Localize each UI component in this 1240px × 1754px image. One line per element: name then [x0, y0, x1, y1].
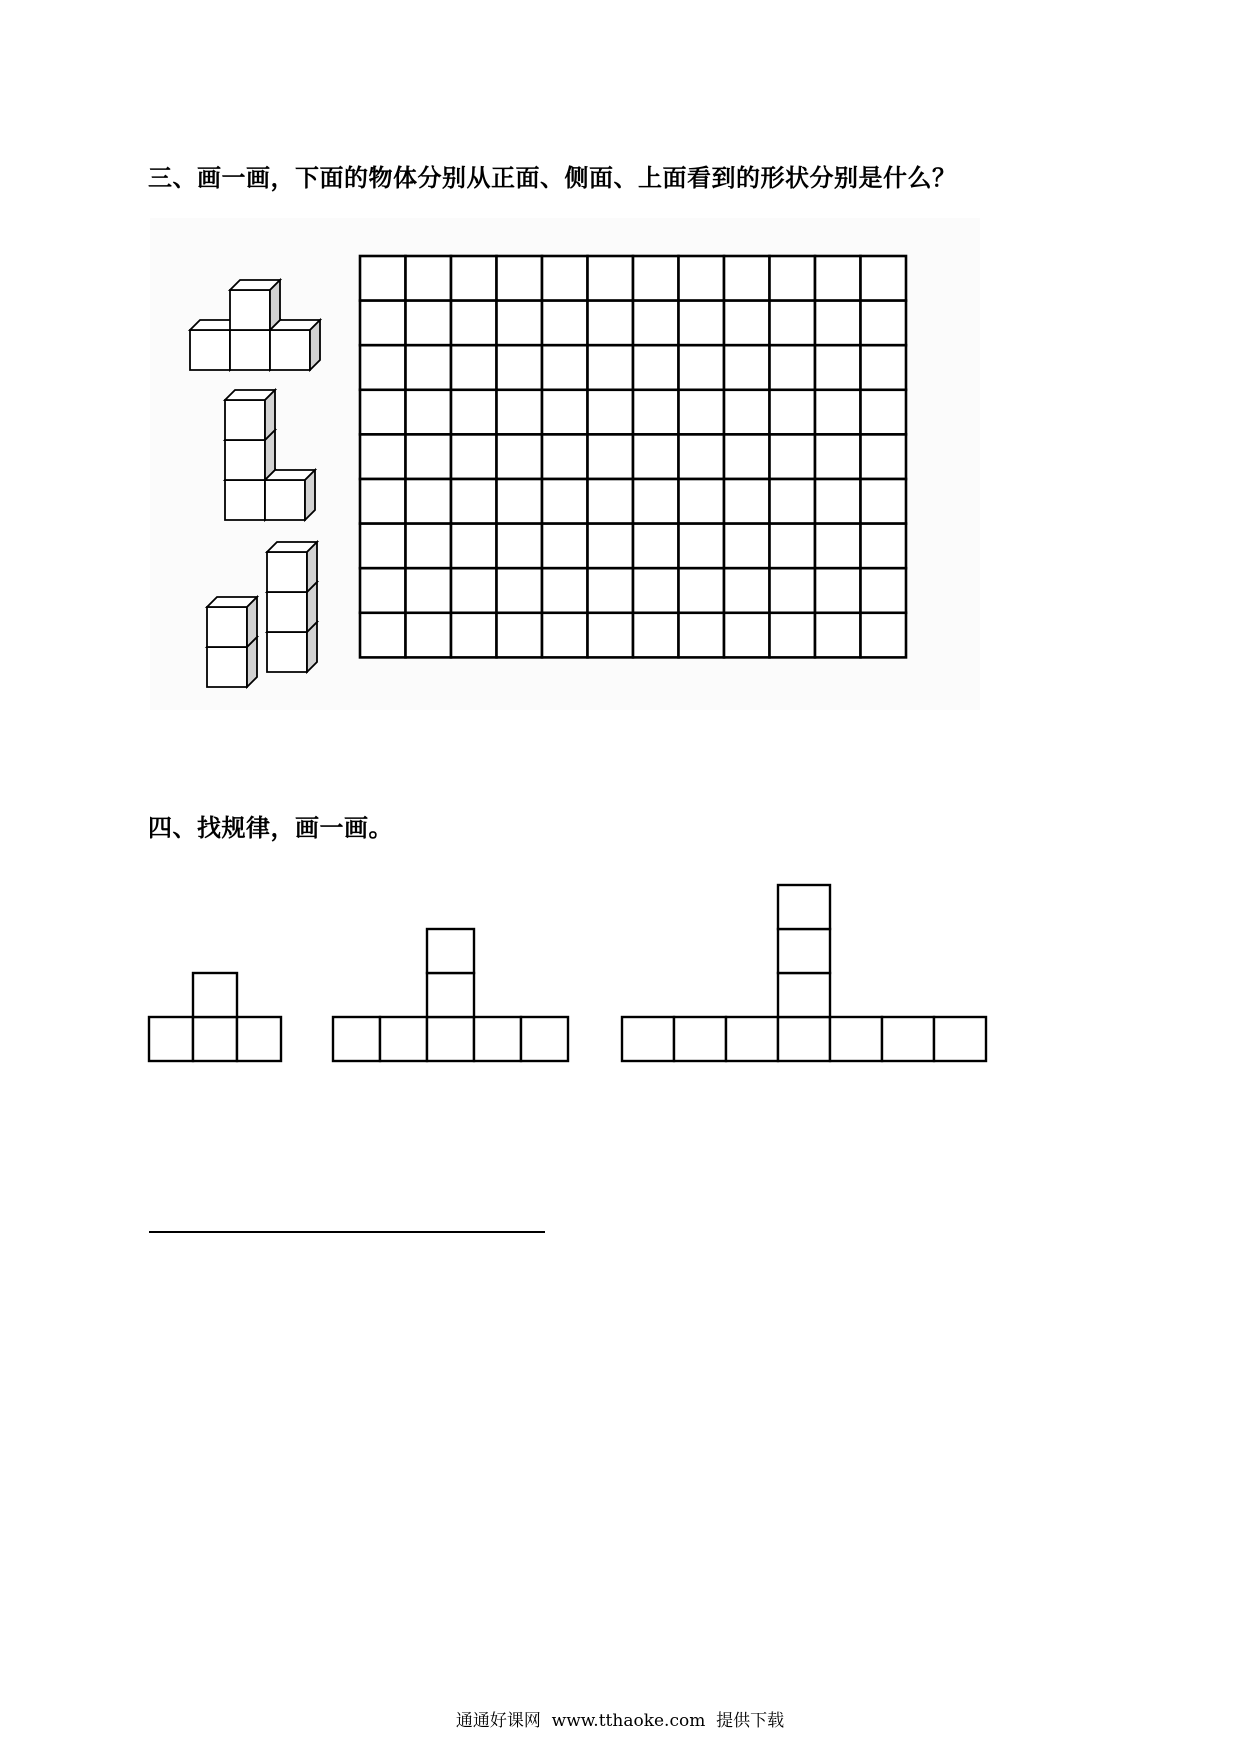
grid-cell[interactable] [542, 568, 588, 613]
pattern-square [427, 929, 474, 973]
grid-cell[interactable] [770, 613, 816, 658]
grid-cell[interactable] [679, 256, 725, 301]
pattern-square [427, 973, 474, 1017]
grid-cell[interactable] [588, 524, 634, 569]
pattern-figure-2 [333, 929, 568, 1061]
grid-cell[interactable] [497, 390, 543, 435]
grid-cell[interactable] [633, 301, 679, 346]
grid-cell[interactable] [542, 434, 588, 479]
grid-cell[interactable] [497, 524, 543, 569]
pattern-square [882, 1017, 934, 1061]
grid-cell[interactable] [406, 434, 452, 479]
grid-cell[interactable] [360, 568, 406, 613]
pattern-square [934, 1017, 986, 1061]
grid-cell[interactable] [815, 434, 861, 479]
grid-cell[interactable] [815, 345, 861, 390]
grid-cell[interactable] [861, 524, 907, 569]
grid-cell[interactable] [497, 434, 543, 479]
grid-cell[interactable] [679, 524, 725, 569]
grid-cell[interactable] [497, 345, 543, 390]
grid-cell[interactable] [815, 256, 861, 301]
grid-cell[interactable] [451, 301, 497, 346]
grid-cell[interactable] [815, 613, 861, 658]
grid-cell[interactable] [406, 345, 452, 390]
answer-grid[interactable] [360, 256, 906, 657]
pattern-square [778, 1017, 830, 1061]
grid-cell[interactable] [815, 479, 861, 524]
pattern-square [193, 1017, 237, 1061]
grid-cell[interactable] [861, 256, 907, 301]
pattern-square [427, 1017, 474, 1061]
grid-cell[interactable] [633, 524, 679, 569]
grid-cell[interactable] [770, 568, 816, 613]
grid-cell[interactable] [497, 479, 543, 524]
grid-cell[interactable] [633, 479, 679, 524]
grid-cell[interactable] [770, 479, 816, 524]
grid-cell[interactable] [588, 256, 634, 301]
grid-cell[interactable] [497, 568, 543, 613]
grid-cell[interactable] [497, 256, 543, 301]
grid-cell[interactable] [633, 256, 679, 301]
pattern-square [674, 1017, 726, 1061]
grid-cell[interactable] [679, 434, 725, 479]
grid-cell[interactable] [588, 613, 634, 658]
grid-cell[interactable] [633, 613, 679, 658]
grid-cell[interactable] [770, 345, 816, 390]
grid-cell[interactable] [360, 345, 406, 390]
grid-cell[interactable] [451, 568, 497, 613]
pattern-figure-1 [149, 973, 281, 1061]
pattern-square [778, 973, 830, 1017]
grid-cell[interactable] [770, 301, 816, 346]
grid-cell[interactable] [542, 256, 588, 301]
grid-cell[interactable] [815, 390, 861, 435]
question-3-title: 三、画一画，下面的物体分别从正面、侧面、上面看到的形状分别是什么？ [148, 164, 957, 192]
grid-cell[interactable] [861, 390, 907, 435]
grid-cell[interactable] [542, 301, 588, 346]
grid-cell[interactable] [861, 568, 907, 613]
pattern-figure-3 [622, 885, 986, 1061]
grid-cell[interactable] [724, 345, 770, 390]
pattern-square [333, 1017, 380, 1061]
grid-cell[interactable] [542, 524, 588, 569]
grid-cell[interactable] [451, 345, 497, 390]
grid-cell[interactable] [861, 479, 907, 524]
grid-cell[interactable] [724, 434, 770, 479]
pattern-square [521, 1017, 568, 1061]
grid-cell[interactable] [497, 301, 543, 346]
grid-cell[interactable] [542, 390, 588, 435]
grid-cell[interactable] [406, 613, 452, 658]
grid-cell[interactable] [406, 256, 452, 301]
pattern-figures [149, 885, 986, 1061]
grid-cell[interactable] [770, 256, 816, 301]
grid-cell[interactable] [406, 479, 452, 524]
grid-cell[interactable] [451, 479, 497, 524]
grid-cell[interactable] [679, 301, 725, 346]
grid-cell[interactable] [406, 390, 452, 435]
grid-cell[interactable] [861, 434, 907, 479]
grid-cell[interactable] [724, 568, 770, 613]
grid-cell[interactable] [815, 301, 861, 346]
pattern-square [830, 1017, 882, 1061]
grid-cell[interactable] [815, 524, 861, 569]
grid-cell[interactable] [360, 301, 406, 346]
grid-cell[interactable] [542, 345, 588, 390]
grid-cell[interactable] [679, 390, 725, 435]
grid-cell[interactable] [770, 390, 816, 435]
grid-cell[interactable] [360, 613, 406, 658]
pattern-square [726, 1017, 778, 1061]
grid-cell[interactable] [861, 613, 907, 658]
grid-cell[interactable] [724, 613, 770, 658]
pattern-square [237, 1017, 281, 1061]
grid-cell[interactable] [542, 613, 588, 658]
pattern-square [622, 1017, 674, 1061]
grid-cell[interactable] [451, 390, 497, 435]
pattern-square [778, 929, 830, 973]
pattern-square [474, 1017, 521, 1061]
grid-cell[interactable] [770, 434, 816, 479]
grid-cell[interactable] [451, 434, 497, 479]
grid-cell[interactable] [360, 434, 406, 479]
grid-cell[interactable] [679, 345, 725, 390]
grid-cell[interactable] [406, 524, 452, 569]
grid-cell[interactable] [633, 345, 679, 390]
grid-cell[interactable] [497, 613, 543, 658]
answer-line[interactable] [149, 1231, 545, 1233]
grid-cell[interactable] [588, 568, 634, 613]
grid-cell[interactable] [679, 568, 725, 613]
grid-cell[interactable] [588, 301, 634, 346]
grid-cell[interactable] [588, 479, 634, 524]
pattern-square [193, 973, 237, 1017]
pattern-square [778, 885, 830, 929]
grid-cell[interactable] [724, 479, 770, 524]
grid-cell[interactable] [588, 434, 634, 479]
grid-cell[interactable] [633, 390, 679, 435]
grid-cell[interactable] [861, 301, 907, 346]
grid-cell[interactable] [588, 345, 634, 390]
grid-cell[interactable] [633, 434, 679, 479]
grid-cell[interactable] [679, 479, 725, 524]
grid-cell[interactable] [360, 256, 406, 301]
pattern-square [380, 1017, 427, 1061]
grid-cell[interactable] [451, 524, 497, 569]
grid-cell[interactable] [406, 301, 452, 346]
grid-cell[interactable] [770, 524, 816, 569]
grid-cell[interactable] [451, 256, 497, 301]
grid-cell[interactable] [633, 568, 679, 613]
grid-cell[interactable] [724, 301, 770, 346]
grid-cell[interactable] [724, 524, 770, 569]
footer-text: 通通好课网 www.tthaoke.com 提供下载 [455, 1711, 785, 1731]
grid-cell[interactable] [360, 390, 406, 435]
grid-cell[interactable] [360, 524, 406, 569]
pattern-square [149, 1017, 193, 1061]
grid-cell[interactable] [406, 568, 452, 613]
grid-cell[interactable] [360, 479, 406, 524]
grid-cell[interactable] [679, 613, 725, 658]
question-4-title: 四、找规律，画一画。 [148, 814, 393, 842]
grid-cell[interactable] [724, 390, 770, 435]
grid-cell[interactable] [542, 479, 588, 524]
grid-cell[interactable] [724, 256, 770, 301]
grid-cell[interactable] [588, 390, 634, 435]
grid-cell[interactable] [861, 345, 907, 390]
grid-cell[interactable] [451, 613, 497, 658]
grid-cell[interactable] [815, 568, 861, 613]
